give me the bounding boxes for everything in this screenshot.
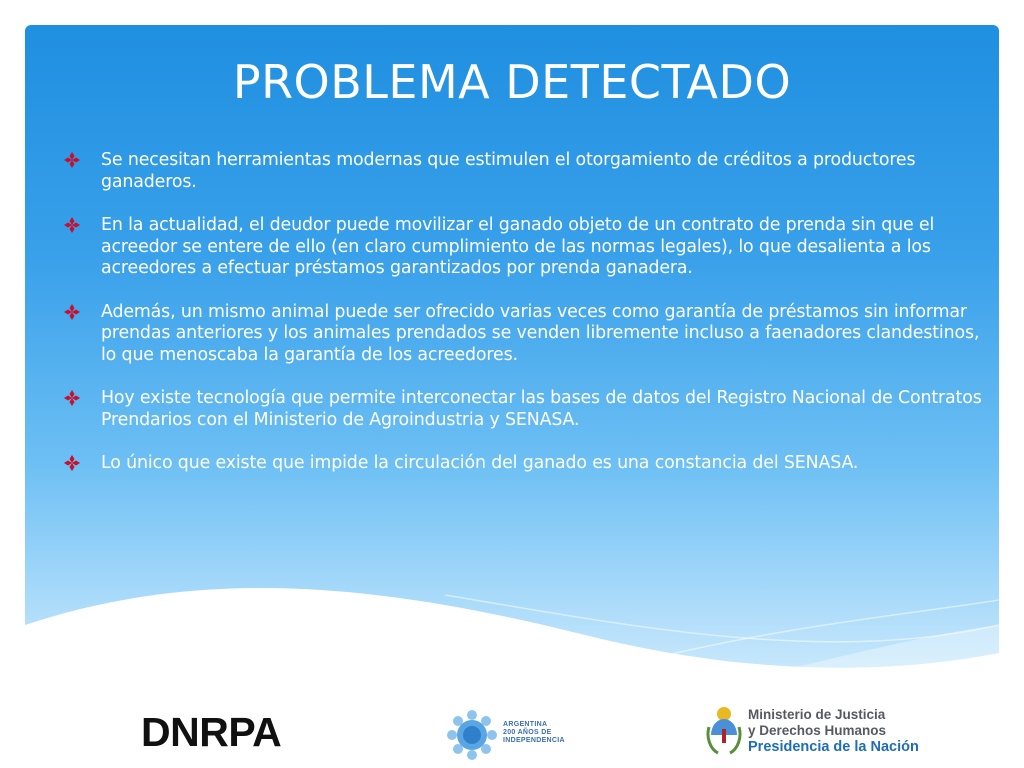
bicentenario-line: INDEPENDENCIA	[503, 737, 565, 744]
bullet-text: Además, un mismo animal puede ser ofrecido varias veces como garantía de préstamos sin informar prendas anteriores y los animales prendados se venden libremente incluso a faenadores clandestinos, lo que menoscaba la garantía de los acreedores.	[101, 301, 980, 365]
bicentenario-logo	[446, 709, 586, 761]
bullet-text: Se necesitan herramientas modernas que estimulen el otorgamiento de créditos a productores ganaderos.	[101, 150, 916, 192]
bullet-text: Lo único que existe que impide la circulación del ganado es una constancia del SENASA.	[101, 453, 859, 473]
ministerio-line: y Derechos Humanos	[748, 723, 887, 738]
slide-title: PROBLEMA DETECTADO	[232, 55, 792, 109]
coat-of-arms-icon	[706, 705, 742, 757]
diamond-bullet-icon	[63, 151, 81, 169]
footer-logos	[0, 705, 1024, 768]
dnrpa-logo: DNRPA	[141, 709, 282, 755]
diamond-bullet-icon	[63, 216, 81, 234]
bicentenario-line: 200 AÑOS DE	[503, 729, 552, 736]
diamond-bullet-icon	[63, 303, 81, 321]
ministerio-line: Ministerio de Justicia	[748, 707, 886, 722]
ministerio-logo	[748, 707, 919, 755]
list-item	[63, 302, 983, 367]
bicentenario-line: ARGENTINA	[503, 721, 548, 728]
diamond-bullet-icon	[63, 389, 81, 407]
sun-icon	[446, 709, 498, 761]
list-item	[63, 150, 983, 193]
presidencia-line: Presidencia de la Nación	[748, 739, 919, 755]
bullet-text: En la actualidad, el deudor puede movilizar el ganado objeto de un contrato de prenda sin que el acreedor se entere de ello (en claro cumplimiento de las normas legales), lo que desalienta a los acreedores a efectuar préstamos garantizados por prenda ganadera.	[101, 215, 935, 278]
list-item	[63, 388, 983, 431]
list-item	[63, 453, 983, 475]
diamond-bullet-icon	[63, 454, 81, 472]
bullet-text: Hoy existe tecnología que permite interconectar las bases de datos del Registro Nacional de Contratos Prendarios con el Ministerio de Agroindustria y SENASA.	[101, 388, 982, 430]
list-item	[63, 215, 983, 280]
bullet-list	[63, 150, 983, 497]
slide-panel	[25, 25, 999, 705]
bicentenario-text	[503, 721, 593, 745]
